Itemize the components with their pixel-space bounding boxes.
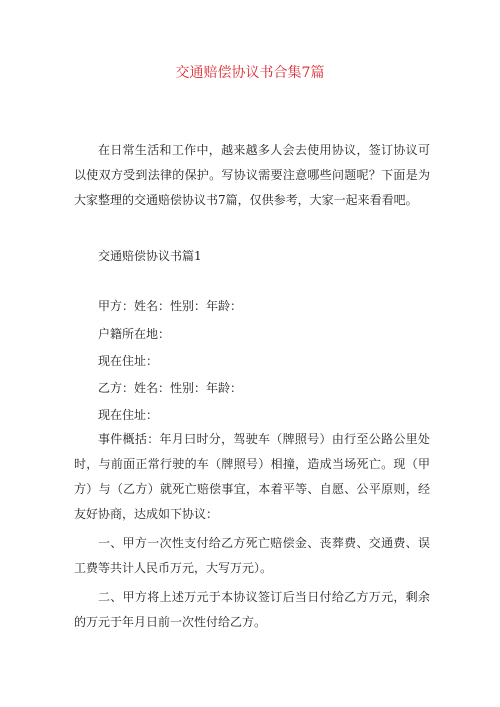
party-a-line: 甲方：姓名：性别：年龄： bbox=[98, 299, 243, 313]
clause-2-paragraph: 二、甲方将上述万元于本协议签订后当日付给乙方万元，剩余的万元于年月日前一次性付给乙方。 bbox=[74, 590, 430, 629]
document-title: 交通赔偿协议书合集7篇 bbox=[175, 65, 325, 81]
clause-1-paragraph: 一、甲方一次性支付给乙方死亡赔偿金、丧葬费、交通费、误工费等共计人民币万元，大写万元）。 bbox=[74, 536, 430, 575]
current-address-b-line: 现在住址： bbox=[98, 408, 159, 422]
summary-paragraph: 事件概括：年月曰时分，驾驶车（牌照号）由行至公路公里处时，与前面正常行驶的车（牌照号）相撞，造成当场死亡。现（甲方）与（乙方）就死亡赔偿事宜，本着平等、自愿、公平原则，经友好协商，达成如下协议： bbox=[74, 432, 430, 521]
current-address-a-line: 现在住址： bbox=[98, 354, 159, 368]
household-register-line: 户籍所在地： bbox=[98, 327, 171, 341]
party-b-line: 乙方：姓名：性别：年龄： bbox=[98, 381, 243, 395]
intro-paragraph: 在日常生活和工作中，越来越多人会去使用协议，签订协议可以使双方受到法律的保护。写协议需要注意哪些问题呢？下面是为大家整理的交通赔偿协议书7篇，仅供参考，大家一起来看看吧。 bbox=[74, 143, 430, 207]
section-heading: 交通赔偿协议书篇1 bbox=[98, 249, 202, 263]
